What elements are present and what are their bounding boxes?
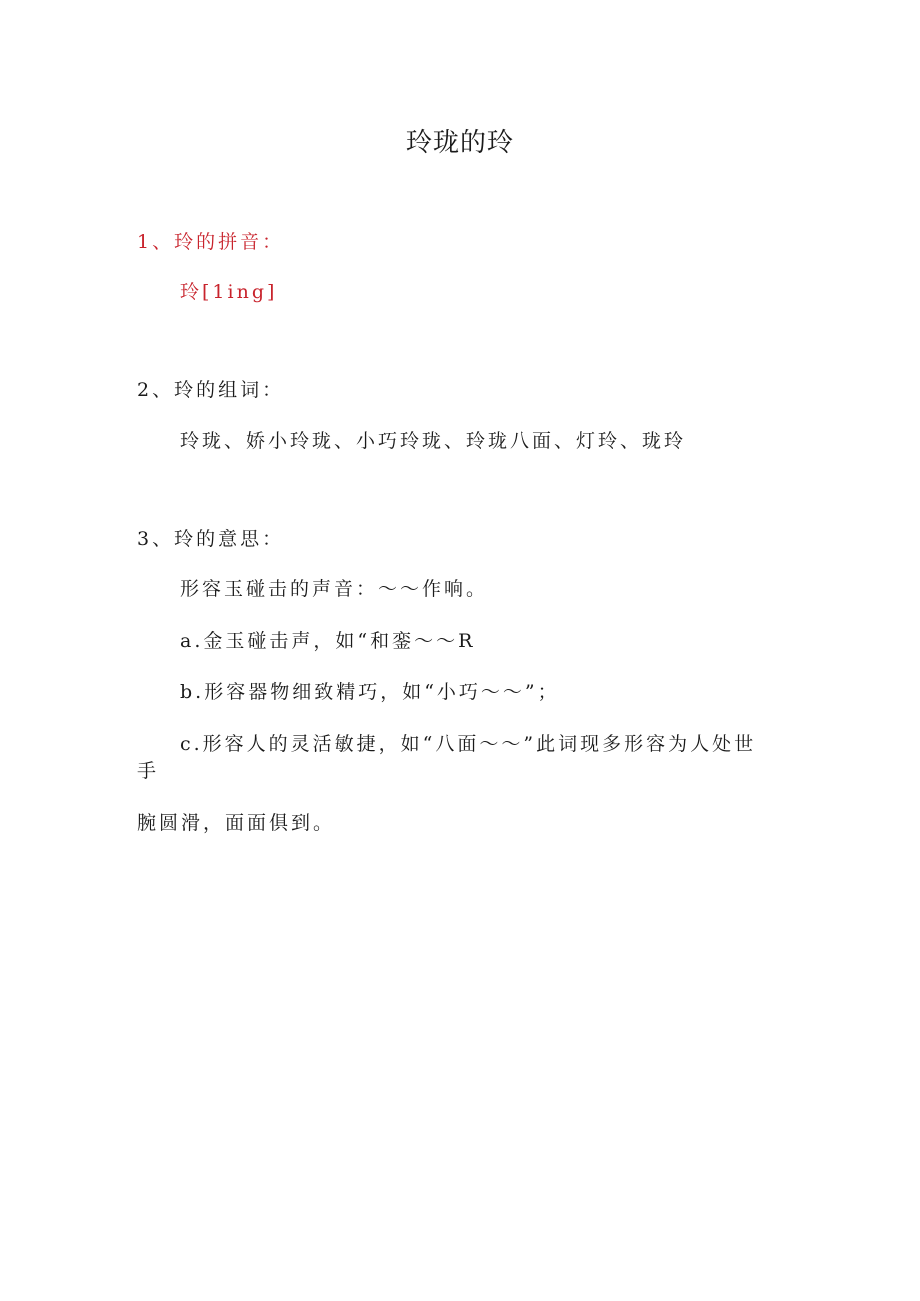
section-1-heading: 1、玲的拼音： bbox=[137, 231, 285, 253]
meaning-item-a: a.金玉碰击声，如“和銮～～R bbox=[180, 630, 476, 652]
meaning-item-c-line-2: 手 bbox=[137, 760, 160, 782]
meaning-item-b: b.形容器物细致精巧，如“小巧～～”； bbox=[180, 681, 560, 703]
word-list: 玲珑、娇小玲珑、小巧玲珑、玲珑八面、灯玲、珑玲 bbox=[180, 430, 687, 452]
pinyin-text: 玲[1ing] bbox=[180, 281, 278, 303]
meaning-item-c-line-1: c.形容人的灵活敏捷，如“八面～～”此词现多形容为人处世 bbox=[180, 733, 757, 755]
section-2-heading: 2、玲的组词： bbox=[137, 379, 285, 401]
document-title: 玲珑的玲 bbox=[405, 128, 514, 158]
section-3-heading: 3、玲的意思： bbox=[137, 528, 285, 550]
meaning-item-c-line-3: 腕圆滑，面面俱到。 bbox=[137, 812, 336, 834]
meaning-text: 形容玉碰击的声音：～～作响。 bbox=[180, 578, 489, 600]
